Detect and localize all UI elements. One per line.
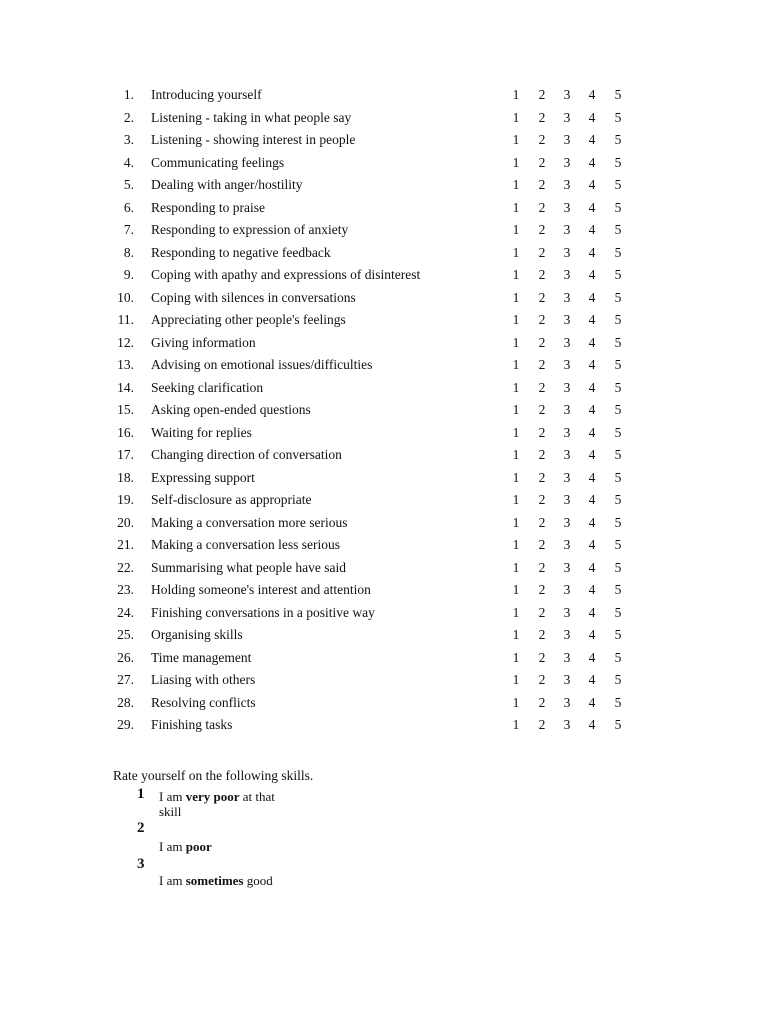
skill-label: Holding someone's interest and attention — [151, 582, 371, 597]
skill-label: Responding to negative feedback — [151, 244, 331, 260]
rating-option-1[interactable]: 1 — [512, 87, 520, 102]
rating-option-2[interactable]: 2 — [538, 717, 546, 732]
skill-label: Coping with apathy and expressions of disinterest — [151, 267, 421, 282]
rating-option-3[interactable]: 3 — [563, 267, 571, 282]
skill-number: 7. — [123, 222, 134, 237]
rating-option-1[interactable]: 1 — [512, 199, 520, 215]
rating-option-4[interactable]: 4 — [588, 447, 596, 462]
skill-number: 11. — [117, 312, 134, 327]
scale-emphasis: very poor — [185, 789, 240, 804]
skill-row-1 — [0, 84, 768, 107]
rating-option-4[interactable]: 4 — [588, 222, 596, 237]
rating-option-5[interactable]: 5 — [614, 514, 622, 530]
rating-option-2[interactable]: 2 — [538, 289, 546, 305]
rating-option-3[interactable]: 3 — [563, 154, 571, 170]
rating-option-1[interactable]: 1 — [512, 379, 520, 395]
skill-label: Organising skills — [151, 627, 243, 642]
skill-label: Dealing with anger/hostility — [151, 177, 303, 192]
rating-option-1[interactable]: 1 — [512, 109, 520, 125]
skill-label: Time management — [151, 649, 252, 665]
rating-option-1[interactable]: 1 — [512, 694, 520, 710]
rating-option-3[interactable]: 3 — [563, 244, 571, 260]
rating-option-5[interactable]: 5 — [614, 717, 622, 732]
rating-option-2[interactable]: 2 — [538, 154, 546, 170]
rating-option-2[interactable]: 2 — [538, 672, 546, 687]
rating-option-5[interactable]: 5 — [614, 559, 622, 575]
skill-number: 24. — [117, 604, 134, 620]
rating-option-4[interactable]: 4 — [588, 289, 596, 305]
skill-row-26 — [0, 647, 768, 670]
rating-option-4[interactable]: 4 — [588, 357, 596, 372]
rating-option-4[interactable]: 4 — [588, 87, 596, 102]
rating-option-5[interactable]: 5 — [614, 222, 622, 237]
rating-option-3[interactable]: 3 — [563, 222, 571, 237]
rating-option-3[interactable]: 3 — [563, 672, 571, 687]
rating-option-3[interactable]: 3 — [563, 694, 571, 710]
rating-option-2[interactable]: 2 — [538, 694, 546, 710]
rating-option-3[interactable]: 3 — [563, 177, 571, 192]
rating-option-4[interactable]: 4 — [588, 424, 596, 440]
rating-option-4[interactable]: 4 — [588, 649, 596, 665]
rating-option-3[interactable]: 3 — [563, 312, 571, 327]
skill-number: 21. — [117, 537, 134, 552]
rating-option-4[interactable]: 4 — [588, 582, 596, 597]
rating-option-4[interactable]: 4 — [588, 694, 596, 710]
scale-emphasis: sometimes — [185, 873, 244, 888]
skill-number: 10. — [117, 289, 134, 305]
skill-row-9 — [0, 264, 768, 287]
rating-option-1[interactable]: 1 — [512, 267, 520, 282]
instructions-text: Rate yourself on the following skills. — [113, 768, 314, 783]
rating-option-3[interactable]: 3 — [563, 582, 571, 597]
skill-row-13 — [0, 354, 768, 377]
skill-label: Introducing yourself — [151, 87, 262, 102]
skill-row-29 — [0, 714, 768, 737]
rating-option-2[interactable]: 2 — [538, 514, 546, 530]
skills-list — [0, 84, 768, 737]
rating-option-5[interactable]: 5 — [614, 267, 622, 282]
scale-suffix: good — [243, 873, 273, 888]
skill-row-3 — [0, 129, 768, 152]
skill-number: 9. — [123, 267, 134, 282]
rating-option-3[interactable]: 3 — [563, 559, 571, 575]
rating-option-2[interactable]: 2 — [538, 402, 546, 417]
skill-label: Resolving conflicts — [151, 694, 256, 710]
skill-label: Appreciating other people's feelings — [151, 312, 346, 327]
skill-number: 13. — [117, 357, 134, 372]
rating-option-3[interactable]: 3 — [563, 649, 571, 665]
skill-label: Self-disclosure as appropriate — [151, 492, 312, 507]
rating-option-5[interactable]: 5 — [614, 312, 622, 327]
rating-option-1[interactable]: 1 — [512, 559, 520, 575]
skill-row-23 — [0, 579, 768, 602]
skill-number: 25. — [117, 627, 134, 642]
rating-option-1[interactable]: 1 — [512, 717, 520, 732]
skill-label: Making a conversation less serious — [151, 537, 340, 552]
rating-option-5[interactable]: 5 — [614, 649, 622, 665]
rating-option-4[interactable]: 4 — [588, 109, 596, 125]
scale-number-3: 3 — [137, 856, 145, 872]
rating-option-4[interactable]: 4 — [588, 559, 596, 575]
skill-row-22 — [0, 557, 768, 580]
rating-option-4[interactable]: 4 — [588, 604, 596, 620]
rating-option-1[interactable]: 1 — [512, 537, 520, 552]
rating-option-4[interactable]: 4 — [588, 244, 596, 260]
scale-description-1 — [159, 789, 299, 819]
skill-label: Listening - taking in what people say — [151, 109, 352, 125]
rating-option-2[interactable]: 2 — [538, 582, 546, 597]
skill-number: 4. — [123, 154, 134, 170]
rating-option-5[interactable]: 5 — [614, 334, 622, 350]
rating-option-3[interactable]: 3 — [563, 132, 571, 147]
rating-option-1[interactable]: 1 — [512, 154, 520, 170]
rating-option-4[interactable]: 4 — [588, 492, 596, 507]
rating-option-4[interactable]: 4 — [588, 132, 596, 147]
rating-option-5[interactable]: 5 — [614, 87, 622, 102]
rating-option-1[interactable]: 1 — [512, 402, 520, 417]
skill-number: 2. — [123, 109, 134, 125]
skill-row-20 — [0, 512, 768, 535]
rating-option-5[interactable]: 5 — [614, 132, 622, 147]
skill-label: Waiting for replies — [151, 424, 252, 440]
rating-option-4[interactable]: 4 — [588, 199, 596, 215]
skill-number: 26. — [117, 649, 134, 665]
rating-option-2[interactable]: 2 — [538, 627, 546, 642]
rating-option-5[interactable]: 5 — [614, 199, 622, 215]
rating-option-5[interactable]: 5 — [614, 357, 622, 372]
rating-option-4[interactable]: 4 — [588, 627, 596, 642]
skill-row-28 — [0, 692, 768, 715]
rating-option-5[interactable]: 5 — [614, 627, 622, 642]
rating-option-5[interactable]: 5 — [614, 402, 622, 417]
rating-option-5[interactable]: 5 — [614, 154, 622, 170]
skill-row-25 — [0, 624, 768, 647]
rating-option-3[interactable]: 3 — [563, 424, 571, 440]
rating-option-2[interactable]: 2 — [538, 132, 546, 147]
skill-label: Listening - showing interest in people — [151, 132, 356, 147]
rating-option-1[interactable]: 1 — [512, 492, 520, 507]
skill-label: Making a conversation more serious — [151, 514, 348, 530]
rating-option-3[interactable]: 3 — [563, 289, 571, 305]
skill-row-2 — [0, 107, 768, 130]
rating-option-2[interactable]: 2 — [538, 244, 546, 260]
rating-option-1[interactable]: 1 — [512, 289, 520, 305]
rating-option-1[interactable]: 1 — [512, 424, 520, 440]
skill-label: Seeking clarification — [151, 379, 264, 395]
rating-option-2[interactable]: 2 — [538, 379, 546, 395]
skill-row-24 — [0, 602, 768, 625]
rating-option-1[interactable]: 1 — [512, 222, 520, 237]
scale-prefix: I am — [159, 839, 186, 854]
skill-row-12 — [0, 332, 768, 355]
rating-option-1[interactable]: 1 — [512, 672, 520, 687]
scale-suffix: at that skill — [159, 789, 275, 819]
skill-label: Asking open-ended questions — [151, 402, 311, 417]
skill-label: Expressing support — [151, 469, 255, 485]
rating-option-3[interactable]: 3 — [563, 87, 571, 102]
skill-number: 17. — [117, 447, 134, 462]
skill-row-16 — [0, 422, 768, 445]
rating-option-3[interactable]: 3 — [563, 402, 571, 417]
rating-option-2[interactable]: 2 — [538, 559, 546, 575]
skill-label: Responding to praise — [151, 199, 265, 215]
rating-option-3[interactable]: 3 — [563, 514, 571, 530]
rating-option-3[interactable]: 3 — [563, 717, 571, 732]
rating-option-2[interactable]: 2 — [538, 109, 546, 125]
skill-row-10 — [0, 287, 768, 310]
rating-option-1[interactable]: 1 — [512, 244, 520, 260]
rating-option-1[interactable]: 1 — [512, 447, 520, 462]
rating-option-3[interactable]: 3 — [563, 627, 571, 642]
rating-option-1[interactable]: 1 — [512, 177, 520, 192]
rating-option-5[interactable]: 5 — [614, 604, 622, 620]
skill-label: Changing direction of conversation — [151, 447, 342, 462]
rating-option-5[interactable]: 5 — [614, 672, 622, 687]
skill-number: 8. — [123, 244, 134, 260]
rating-option-2[interactable]: 2 — [538, 334, 546, 350]
skill-row-15 — [0, 399, 768, 422]
rating-option-5[interactable]: 5 — [614, 244, 622, 260]
rating-option-1[interactable]: 1 — [512, 132, 520, 147]
skill-number: 16. — [117, 424, 134, 440]
skill-number: 15. — [117, 402, 134, 417]
rating-option-3[interactable]: 3 — [563, 334, 571, 350]
rating-option-1[interactable]: 1 — [512, 469, 520, 485]
scale-prefix: I am — [159, 789, 186, 804]
rating-option-4[interactable]: 4 — [588, 469, 596, 485]
scale-prefix: I am — [159, 873, 186, 888]
rating-option-4[interactable]: 4 — [588, 514, 596, 530]
skill-number: 6. — [123, 199, 134, 215]
rating-option-2[interactable]: 2 — [538, 424, 546, 440]
rating-option-4[interactable]: 4 — [588, 334, 596, 350]
skill-row-6 — [0, 197, 768, 220]
rating-option-2[interactable]: 2 — [538, 492, 546, 507]
skill-number: 12. — [117, 334, 134, 350]
rating-option-2[interactable]: 2 — [538, 357, 546, 372]
rating-option-2[interactable]: 2 — [538, 199, 546, 215]
skill-number: 1. — [123, 87, 134, 102]
skill-number: 19. — [117, 492, 134, 507]
scale-number-1: 1 — [137, 786, 145, 802]
skill-number: 23. — [117, 582, 134, 597]
rating-option-2[interactable]: 2 — [538, 312, 546, 327]
rating-option-3[interactable]: 3 — [563, 492, 571, 507]
rating-option-1[interactable]: 1 — [512, 627, 520, 642]
rating-option-2[interactable]: 2 — [538, 469, 546, 485]
rating-option-4[interactable]: 4 — [588, 717, 596, 732]
skill-number: 28. — [117, 694, 134, 710]
rating-option-1[interactable]: 1 — [512, 334, 520, 350]
rating-option-2[interactable]: 2 — [538, 177, 546, 192]
skill-row-19 — [0, 489, 768, 512]
scale-description-3 — [159, 873, 299, 888]
rating-option-5[interactable]: 5 — [614, 289, 622, 305]
scale-number-2: 2 — [137, 820, 145, 836]
rating-option-4[interactable]: 4 — [588, 379, 596, 395]
rating-option-5[interactable]: 5 — [614, 424, 622, 440]
rating-option-5[interactable]: 5 — [614, 492, 622, 507]
skill-label: Summarising what people have said — [151, 559, 346, 575]
skill-row-11 — [0, 309, 768, 332]
rating-option-1[interactable]: 1 — [512, 514, 520, 530]
rating-option-5[interactable]: 5 — [614, 379, 622, 395]
rating-option-5[interactable]: 5 — [614, 582, 622, 597]
rating-option-2[interactable]: 2 — [538, 604, 546, 620]
rating-option-4[interactable]: 4 — [588, 672, 596, 687]
scale-emphasis: poor — [185, 839, 212, 854]
skill-row-14 — [0, 377, 768, 400]
skill-row-18 — [0, 467, 768, 490]
rating-option-3[interactable]: 3 — [563, 357, 571, 372]
skill-number: 29. — [117, 717, 134, 732]
skill-row-17 — [0, 444, 768, 467]
rating-option-2[interactable]: 2 — [538, 267, 546, 282]
rating-option-5[interactable]: 5 — [614, 177, 622, 192]
rating-option-3[interactable]: 3 — [563, 379, 571, 395]
rating-option-5[interactable]: 5 — [614, 447, 622, 462]
rating-option-1[interactable]: 1 — [512, 312, 520, 327]
skill-row-8 — [0, 242, 768, 265]
skill-number: 18. — [117, 469, 134, 485]
skill-number: 27. — [117, 672, 134, 687]
skill-number: 14. — [117, 379, 134, 395]
rating-option-4[interactable]: 4 — [588, 402, 596, 417]
skill-number: 3. — [123, 132, 134, 147]
rating-option-1[interactable]: 1 — [512, 604, 520, 620]
skill-label: Responding to expression of anxiety — [151, 222, 349, 237]
skill-row-4 — [0, 152, 768, 175]
skill-row-21 — [0, 534, 768, 557]
rating-option-5[interactable]: 5 — [614, 694, 622, 710]
rating-option-3[interactable]: 3 — [563, 199, 571, 215]
skill-label: Giving information — [151, 334, 256, 350]
skill-label: Communicating feelings — [151, 154, 285, 170]
scale-description-2 — [159, 839, 299, 854]
rating-option-4[interactable]: 4 — [588, 312, 596, 327]
rating-option-5[interactable]: 5 — [614, 469, 622, 485]
rating-option-4[interactable]: 4 — [588, 177, 596, 192]
rating-option-3[interactable]: 3 — [563, 469, 571, 485]
rating-option-1[interactable]: 1 — [512, 582, 520, 597]
skill-number: 5. — [123, 177, 134, 192]
skill-label: Finishing tasks — [151, 717, 233, 732]
rating-option-3[interactable]: 3 — [563, 447, 571, 462]
rating-option-3[interactable]: 3 — [563, 537, 571, 552]
rating-option-1[interactable]: 1 — [512, 649, 520, 665]
rating-option-4[interactable]: 4 — [588, 267, 596, 282]
rating-option-2[interactable]: 2 — [538, 447, 546, 462]
rating-option-2[interactable]: 2 — [538, 87, 546, 102]
skill-number: 22. — [117, 559, 134, 575]
rating-option-2[interactable]: 2 — [538, 649, 546, 665]
rating-option-2[interactable]: 2 — [538, 222, 546, 237]
rating-option-4[interactable]: 4 — [588, 537, 596, 552]
skill-number: 20. — [117, 514, 134, 530]
skill-row-27 — [0, 669, 768, 692]
rating-option-5[interactable]: 5 — [614, 109, 622, 125]
skill-label: Advising on emotional issues/difficulties — [151, 357, 373, 372]
rating-option-5[interactable]: 5 — [614, 537, 622, 552]
skill-label: Liasing with others — [151, 672, 256, 687]
rating-option-2[interactable]: 2 — [538, 537, 546, 552]
rating-option-4[interactable]: 4 — [588, 154, 596, 170]
rating-option-1[interactable]: 1 — [512, 357, 520, 372]
rating-option-3[interactable]: 3 — [563, 109, 571, 125]
rating-option-3[interactable]: 3 — [563, 604, 571, 620]
skill-row-7 — [0, 219, 768, 242]
skill-label: Finishing conversations in a positive way — [151, 604, 375, 620]
skill-label: Coping with silences in conversations — [151, 289, 356, 305]
skill-row-5 — [0, 174, 768, 197]
